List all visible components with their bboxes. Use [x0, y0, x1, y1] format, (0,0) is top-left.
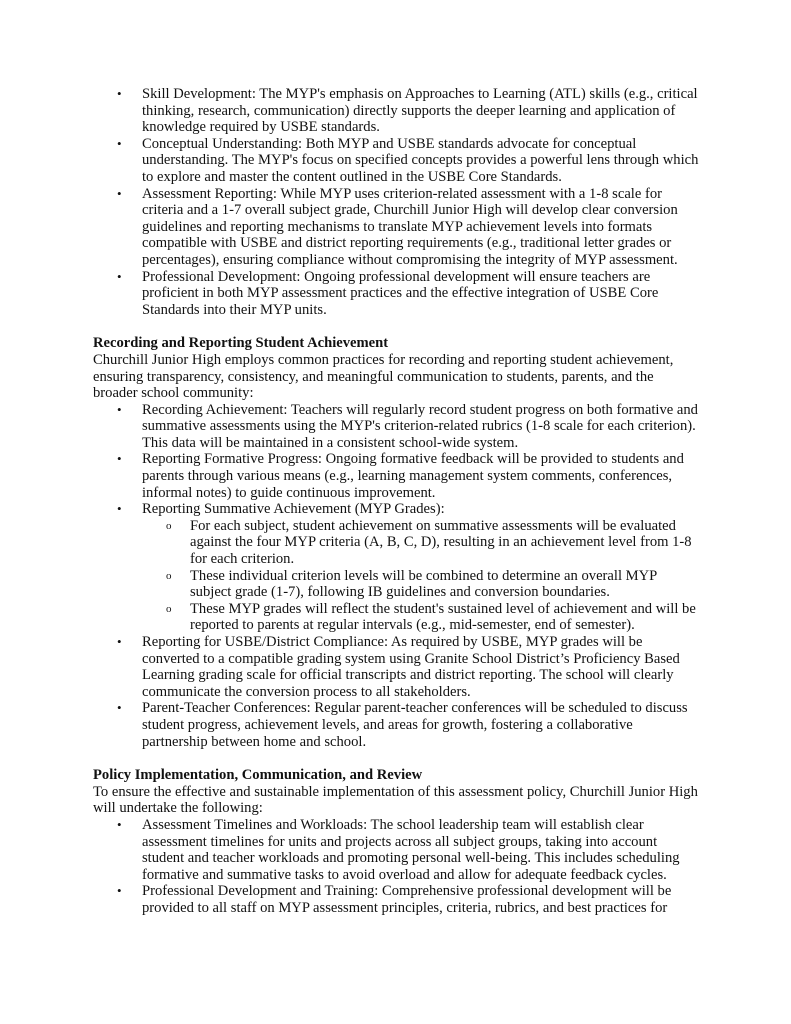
list-item: [93, 883, 701, 916]
list-item: [93, 402, 701, 452]
list-item-text: Professional Development and Training: Comprehensive professional development will be provided to all staff on MYP assessment principles, criteria, rubrics, and best practices for: [142, 883, 672, 916]
sub-list-item-text: These MYP grades will reflect the student's sustained level of achievement and will be reported to parents at regular intervals (e.g., mid-semester, end of semester).: [190, 600, 696, 634]
bullet-marker: •: [117, 451, 122, 467]
sub-list-item-text: For each subject, student achievement on summative assessments will be evaluated against the four MYP criteria (A, B, C, D), resulting in an achievement level from 1-8 for each criterion.: [190, 517, 692, 568]
list-item-text: Reporting Summative Achievement (MYP Grades):: [142, 501, 445, 518]
list-item: [93, 501, 701, 634]
recording-intro: Churchill Junior High employs common practices for recording and reporting student achievement, ensuring transparency, consistency, and meaningful communication to students, parents, and the broader school community:: [93, 351, 674, 402]
bullet-marker: •: [117, 501, 122, 517]
list-item: [93, 451, 701, 501]
list-item: [93, 136, 701, 186]
sub-bullet-marker: o: [166, 569, 172, 582]
policy-intro: To ensure the effective and sustainable implementation of this assessment policy, Churchill Junior High will undertake the following:: [93, 783, 698, 817]
sub-list-item: [142, 568, 701, 601]
list-item: [93, 269, 701, 319]
list-item-text: Parent-Teacher Conferences: Regular parent-teacher conferences will be scheduled to discuss student progress, achievement levels, and areas for growth, fostering a collaborative partnership between home and school.: [142, 700, 688, 750]
policy-section-heading: Policy Implementation, Communication, and Review: [93, 767, 423, 784]
bullet-marker: •: [117, 883, 122, 899]
alignment-list: [93, 86, 701, 318]
sub-bullet-marker: o: [166, 602, 172, 615]
policy-list: [93, 817, 701, 917]
list-item: [93, 186, 701, 269]
list-item-text: Assessment Timelines and Workloads: The school leadership team will establish clear assessment timelines for units and projects across all subject groups, taking into account student and teacher workloads and promoting personal well-being. This includes scheduling formative and summative tasks to avoid overload and allow for adequate feedback cycles.: [142, 816, 680, 883]
bullet-marker: •: [117, 86, 122, 101]
list-item: [93, 700, 701, 750]
recording-section-heading: Recording and Reporting Student Achievement: [93, 335, 389, 352]
bullet-marker: •: [117, 700, 122, 716]
list-item: [93, 86, 701, 136]
list-item-text: Assessment Reporting: While MYP uses criterion-related assessment with a 1-8 scale for criteria and a 1-7 overall subject grade, Churchill Junior High will develop clear conversion guidelines and reporting mechanisms to translate MYP achievement levels into formats compatible with USBE and district reporting requirements (e.g., traditional letter grades or percentages), ensuring compliance without compromising the integrity of MYP assessment.: [142, 185, 678, 268]
list-item-text: Professional Development: Ongoing professional development will ensure teachers are proficient in both MYP assessment practices and the effective integration of USBE Core Standards into their MYP units.: [142, 268, 659, 318]
bullet-marker: •: [117, 634, 122, 649]
sub-list-item: [142, 518, 701, 568]
bullet-marker: •: [117, 268, 122, 284]
sub-list-item: [142, 601, 701, 634]
bullet-marker: •: [117, 185, 122, 201]
recording-list: [93, 402, 701, 750]
page-content: [93, 86, 701, 917]
list-item: [93, 634, 701, 700]
myp-grades-sublist: [142, 518, 701, 634]
sub-list-item-text: These individual criterion levels will be combined to determine an overall MYP subject grade (1-7), following IB guidelines and conversion boundaries.: [190, 567, 657, 601]
bullet-marker: •: [117, 135, 122, 151]
list-item-text: Reporting for USBE/District Compliance: As required by USBE, MYP grades will be converted to a compatible grading system using Granite School District’s Proficiency Based Learning grading scale for official transcripts and district reporting. The school will clearly communicate the conversion process to all stakeholders.: [142, 634, 680, 700]
list-item-text: Recording Achievement: Teachers will regularly record student progress on both formative and summative assessments using the MYP's criterion-related rubrics (1-8 scale for each criterion). This data will be maintained in a consistent school-wide system.: [142, 401, 698, 451]
list-item: [93, 817, 701, 883]
sub-bullet-marker: o: [166, 519, 172, 532]
list-item-text: Conceptual Understanding: Both MYP and USBE standards advocate for conceptual understanding. The MYP's focus on specified concepts provides a powerful lens through which to explore and master the content outlined in the USBE Core Standards.: [142, 135, 699, 185]
bullet-marker: •: [117, 401, 122, 417]
list-item-text: Skill Development: The MYP's emphasis on Approaches to Learning (ATL) skills (e.g., critical thinking, research, communication) directly supports the deeper learning and application of knowledge required by USBE standards.: [142, 86, 698, 136]
bullet-marker: •: [117, 816, 122, 832]
list-item-text: Reporting Formative Progress: Ongoing formative feedback will be provided to students and parents through various means (e.g., learning management system comments, conferences, informal notes) to guide continuous improvement.: [142, 451, 684, 501]
